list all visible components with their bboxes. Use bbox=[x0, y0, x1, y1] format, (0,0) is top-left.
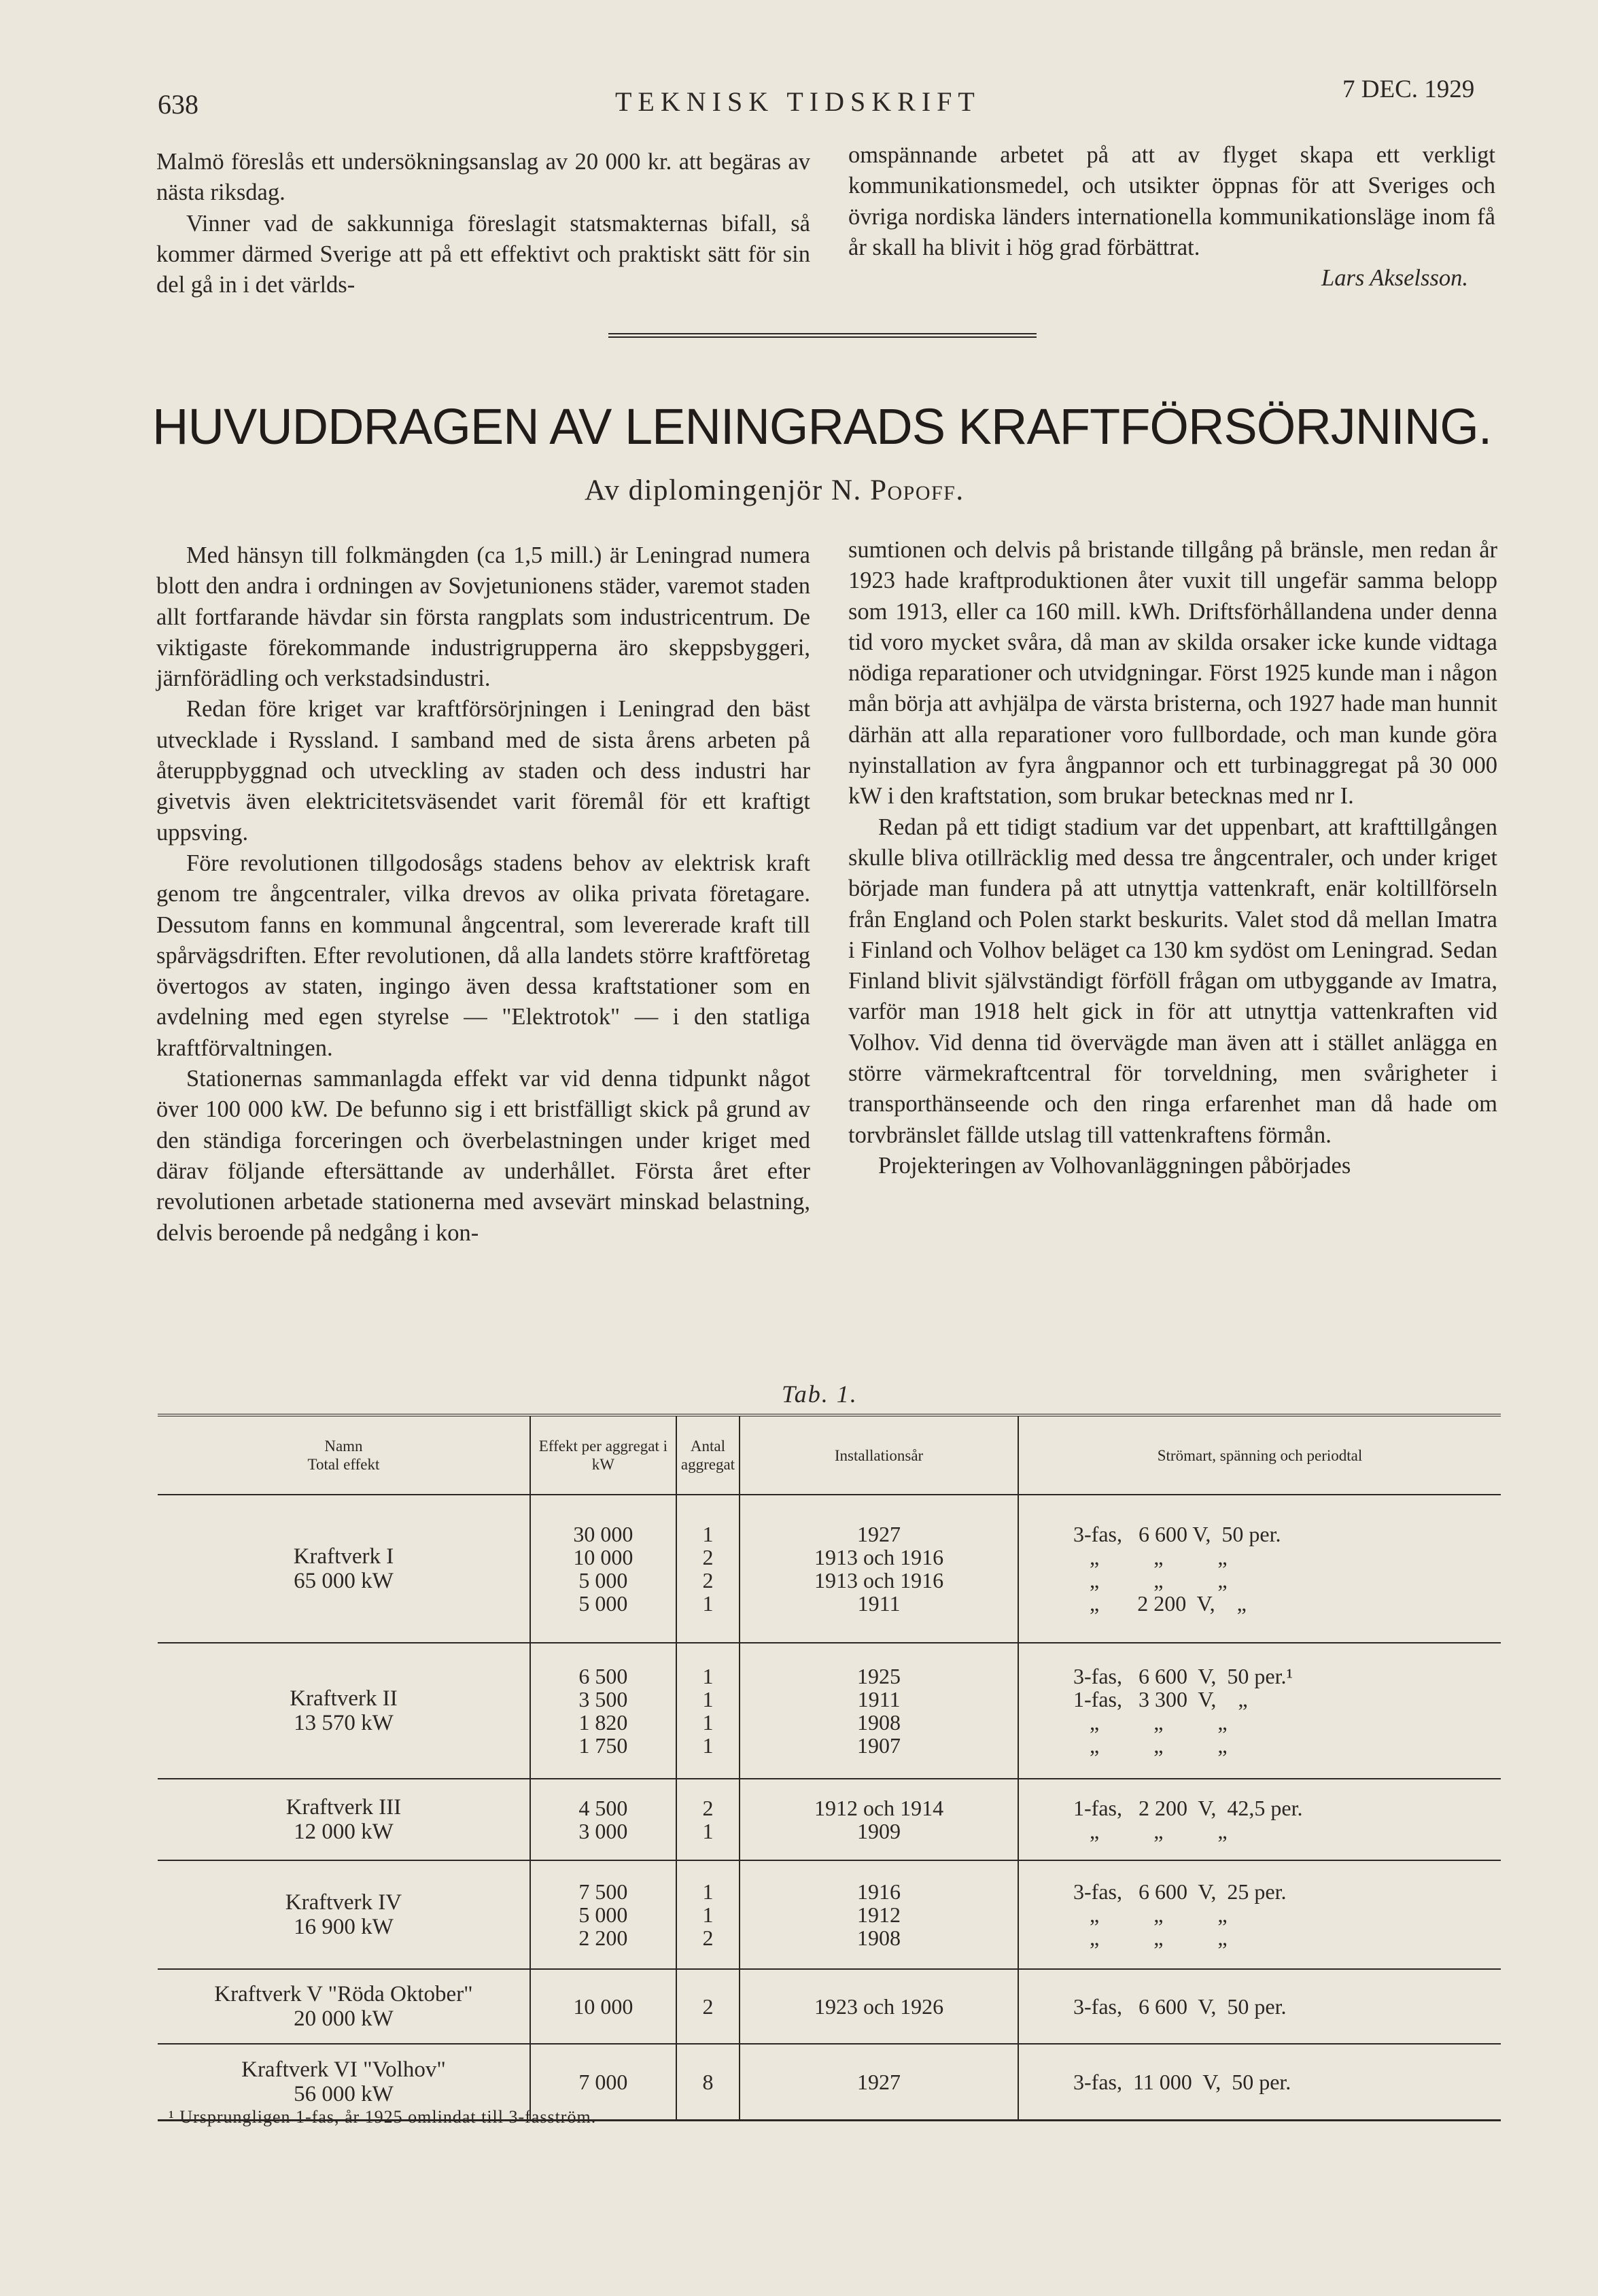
paragraph: Före revolutionen tillgodosågs stadens behov av elektrisk kraft genom tre ångcentraler, vilka drevos av olika privata företagare. Dessutom fanns en kommunal ångcentral, som levererade kraft till spårvägsdriften. Efter revolutionen, då alla landets större kraftföretag övertogos av staten, ingingo även dessa kraftstationer som en avdelning med egen styrelse — "Elektrotok" — i den statliga kraftförvaltningen. bbox=[156, 850, 810, 1061]
current-cell: 1-fas, 2 200 V, 42,5 per. „ „ „ bbox=[1018, 1779, 1501, 1860]
table-header-row bbox=[158, 1415, 1501, 1495]
article-left-column bbox=[156, 540, 810, 1249]
year-cell: 1927 1913 och 1916 1913 och 1916 1911 bbox=[740, 1495, 1018, 1643]
station-total: 16 900 kW bbox=[294, 1915, 394, 1939]
header-name bbox=[158, 1415, 530, 1495]
byline-prefix: Av diplomingenjör N. bbox=[585, 474, 862, 506]
table-row bbox=[158, 1860, 1501, 1969]
header-name-line2: Total effekt bbox=[307, 1456, 380, 1473]
current-cell: 3-fas, 6 600 V, 25 per. „ „ „ „ „ „ bbox=[1018, 1860, 1501, 1969]
table-row bbox=[158, 1495, 1501, 1643]
effect-cell: 10 000 bbox=[530, 1969, 676, 2044]
station-cell bbox=[158, 1643, 530, 1779]
station-total: 13 570 kW bbox=[294, 1711, 394, 1735]
station-total: 56 000 kW bbox=[294, 2081, 394, 2106]
paragraph: Redan på ett tidigt stadium var det uppenbart, att krafttillgången skulle bliva otillräcklig med dessa tre ångcentraler, och under kriget började man fundera på att utnyttja vattenkraft, enär koltillförseln från England och Polen starkt beskurits. Valet stod då mellan Imatra i Finland och Volhov beläget ca 130 km sydöst om Leningrad. Sedan Finland blivit självständigt förföll frågan om utbyggande av Imatra, varför man 1918 helt gick in för att utnyttja vattenkraften vid Volhov. Vid denna tid övervägde man även att i stället anlägga en större värmekraftcentral för torveldning, men svårigheter i transporthänseende och den ringa erfarenhet man då hade om torvbränslet fällde utslag till vattenkraftens förmån. bbox=[848, 814, 1497, 1148]
table-row bbox=[158, 1779, 1501, 1860]
header-count: Antal aggregat bbox=[676, 1415, 740, 1495]
paragraph: Projekteringen av Volhovanläggningen påbörjades bbox=[878, 1152, 1351, 1179]
paragraph: Malmö föreslås ett undersökningsanslag av 20 000 kr. att begäras av nästa riksdag. bbox=[156, 149, 810, 206]
header-name-line1: Namn bbox=[324, 1438, 363, 1455]
current-cell: 3-fas, 11 000 V, 50 per. bbox=[1018, 2044, 1501, 2120]
station-name: Kraftverk IV bbox=[285, 1890, 402, 1915]
current-cell: 3-fas, 6 600 V, 50 per. „ „ „ „ „ „ „ 2 200 V, „ bbox=[1018, 1495, 1501, 1643]
byline-author: Popoff. bbox=[870, 474, 965, 506]
station-cell bbox=[158, 1779, 530, 1860]
table-row bbox=[158, 1643, 1501, 1779]
header-effect: Effekt per aggregat i kW bbox=[530, 1415, 676, 1495]
paragraph: omspännande arbetet på att av flyget skapa ett verkligt kommunikationsmedel, och utsikter öppnas för att Sveriges och övriga nordiska länders internationella kommunikationsläge inom få år skall ha blivit i hög grad förbättrat. bbox=[848, 142, 1495, 260]
power-stations-table bbox=[158, 1414, 1501, 2121]
station-name: Kraftverk III bbox=[285, 1795, 402, 1820]
effect-cell: 4 500 3 000 bbox=[530, 1779, 676, 1860]
count-cell: 2 bbox=[676, 1969, 740, 2044]
header-current: Strömart, spänning och periodtal bbox=[1018, 1415, 1501, 1495]
station-total: 65 000 kW bbox=[294, 1569, 394, 1593]
station-name: Kraftverk VI "Volhov" bbox=[241, 2057, 446, 2082]
table-row bbox=[158, 1969, 1501, 2044]
current-cell: 3-fas, 6 600 V, 50 per.¹ 1-fas, 3 300 V, „ „ „ „ „ „ „ bbox=[1018, 1643, 1501, 1779]
year-cell: 1916 1912 1908 bbox=[740, 1860, 1018, 1969]
table-footnote: ¹ Ursprungligen 1-fas, år 1925 omlindat till 3-fasström. bbox=[169, 2107, 597, 2127]
journal-title: TEKNISK TIDSKRIFT bbox=[615, 86, 981, 117]
effect-cell: 30 000 10 000 5 000 5 000 bbox=[530, 1495, 676, 1643]
station-name: Kraftverk I bbox=[293, 1544, 394, 1569]
station-name: Kraftverk V "Röda Oktober" bbox=[214, 1982, 473, 2006]
count-cell: 8 bbox=[676, 2044, 740, 2120]
station-cell bbox=[158, 1860, 530, 1969]
station-name: Kraftverk II bbox=[290, 1686, 398, 1711]
station-total: 12 000 kW bbox=[294, 1820, 394, 1844]
station-cell bbox=[158, 1495, 530, 1643]
article-byline bbox=[585, 474, 965, 507]
paragraph: Redan före kriget var kraftförsörjningen i Leningrad den bäst utvecklade i Ryssland. I samband med de sista årens arbeten på återuppbyggnad och utveckling av staden och dess industri har givetvis även elektricitetsväsendet varit föremål för ett kraftigt uppsving. bbox=[156, 696, 810, 846]
year-cell: 1927 bbox=[740, 2044, 1018, 2120]
header-year: Installationsår bbox=[740, 1415, 1018, 1495]
article-title: HUVUDDRAGEN AV LENINGRADS KRAFTFÖRSÖRJNING. bbox=[152, 398, 1492, 455]
station-total: 20 000 kW bbox=[294, 2006, 394, 2031]
paragraph: Vinner vad de sakkunniga föreslagit statsmakternas bifall, så kommer därmed Sverige att på ett effektivt och praktiskt sätt för sin del gå in i det världs- bbox=[156, 210, 810, 298]
count-cell: 2 1 bbox=[676, 1779, 740, 1860]
effect-cell: 6 500 3 500 1 820 1 750 bbox=[530, 1643, 676, 1779]
issue-date: 7 DEC. 1929 bbox=[1342, 75, 1475, 103]
year-cell: 1912 och 1914 1909 bbox=[740, 1779, 1018, 1860]
current-cell: 3-fas, 6 600 V, 50 per. bbox=[1018, 1969, 1501, 2044]
author-signature: Lars Akselsson. bbox=[1321, 265, 1468, 292]
table-caption: Tab. 1. bbox=[782, 1380, 858, 1408]
effect-cell: 7 500 5 000 2 200 bbox=[530, 1860, 676, 1969]
article-right-column bbox=[848, 535, 1497, 1181]
article-separator-rule bbox=[608, 333, 1037, 338]
station-cell bbox=[158, 1969, 530, 2044]
paragraph: Stationernas sammanlagda effekt var vid denna tidpunkt något över 100 000 kW. De befunno sig i ett bristfälligt skick på grund av den ständiga forceringen och överbelastningen under kriget med därav följande eftersättande av underhållet. Första året efter revolutionen arbetade stationerna med avsevärt minskad belastning, delvis beroende på nedgång i kon- bbox=[156, 1066, 810, 1246]
effect-cell: 7 000 bbox=[530, 2044, 676, 2120]
prev-article-right-column bbox=[848, 140, 1495, 294]
paragraph: sumtionen och delvis på bristande tillgång på bränsle, men redan år 1923 hade kraftproduktionen åter vuxit till ungefär samma belopp som 1913, eller ca 160 mill. kWh. Driftsförhållandena under denna tid voro mycket svåra, då man av skilda orsaker icke kunde vidtaga nödiga reparationer och utvidgningar. Först 1925 kunde man i någon mån börja att avhjälpa de värsta bristerna, och 1927 hade man hunnit därhän att alla reparationer voro fullbordade, och man kunde göra nyinstallation av fyra ångpannor och ett turbinaggregat på 30 000 kW i den kraftstation, som brukar betecknas med nr I. bbox=[848, 537, 1497, 810]
year-cell: 1923 och 1926 bbox=[740, 1969, 1018, 2044]
prev-article-left-column bbox=[156, 147, 810, 300]
count-cell: 1 1 1 1 bbox=[676, 1643, 740, 1779]
page-number: 638 bbox=[158, 89, 198, 120]
paragraph: Med hänsyn till folkmängden (ca 1,5 mill.) är Leningrad numera blott den andra i ordningen av Sovjetunionens städer, varemot staden allt fortfarande hävdar sin första rangplats som industricentrum. De viktigaste förekommande industrigrupperna äro skeppsbyggeri, järnförädling och verkstadsindustri. bbox=[156, 542, 810, 692]
year-cell: 1925 1911 1908 1907 bbox=[740, 1643, 1018, 1779]
count-cell: 1 2 2 1 bbox=[676, 1495, 740, 1643]
count-cell: 1 1 2 bbox=[676, 1860, 740, 1969]
